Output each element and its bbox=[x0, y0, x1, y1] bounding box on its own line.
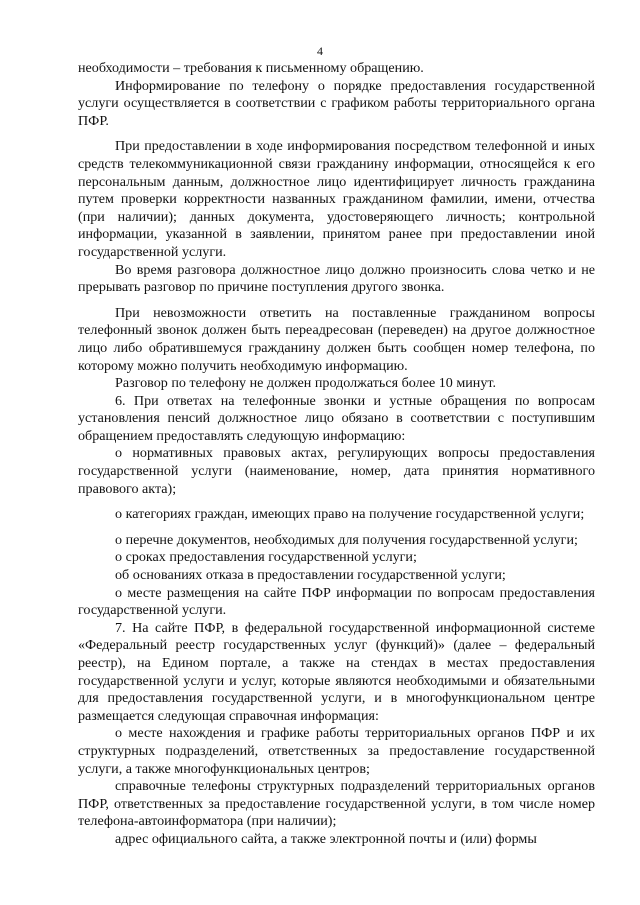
paragraph: справочные телефоны структурных подразделений территориальных органов ПФР, ответственных за предоставление государственной услуги, в том числе номер телефона-автоинформатора (при наличии); bbox=[78, 778, 595, 830]
paragraph: При невозможности ответить на поставленные гражданином вопросы телефонный звонок должен быть переадресован (переведен) на другое должностное лицо либо обратившемуся гражданину должен быть сообщен номер телефона, по которому можно получить необходимую информацию. bbox=[78, 304, 595, 374]
paragraph: об основаниях отказа в предоставлении государственной услуги; bbox=[115, 567, 506, 584]
paragraph: о нормативных правовых актах, регулирующих вопросы предоставления государственной услуги (наименование, номер, дата принятия нормативного правового акта); bbox=[78, 445, 595, 497]
paragraph: о месте размещения на сайте ПФР информации по вопросам предоставления государственной услуги. bbox=[78, 584, 595, 619]
paragraph: Информирование по телефону о порядке предоставления государственной услуги осуществляется в соответствии с графиком работы территориального органа ПФР. bbox=[78, 77, 595, 129]
paragraph: 6. При ответах на телефонные звонки и устные обращения по вопросам установления пенсий должностное лицо обязано в соответствии с поступившим обращением предоставлять следующую информацию: bbox=[78, 392, 595, 444]
paragraph: адрес официального сайта, а также электронной почты и (или) формы bbox=[115, 830, 537, 847]
paragraph: о месте нахождения и графике работы территориальных органов ПФР и их структурных подразделений, ответственных за предоставление государственной услуги, а также многофункциональных центров; bbox=[78, 725, 595, 777]
paragraph: Разговор по телефону не должен продолжаться более 10 минут. bbox=[115, 375, 497, 392]
paragraph: о категориях граждан, имеющих право на получение государственной услуги; bbox=[115, 506, 585, 523]
paragraph: При предоставлении в ходе информирования посредством телефонной и иных средств телекоммуникационной связи гражданину информации, относящейся к его персональным данным, должностное лицо идентифицирует личность гражданина путем проверки корректности названных гражданином фамилии, имени, отчества (при наличии); данных документа, удостоверяющего личность; контрольной информации, указанной в заявлении, принятом ранее при предоставлении иной государственной услуги. bbox=[78, 138, 595, 260]
paragraph: о сроках предоставления государственной услуги; bbox=[115, 549, 417, 566]
document-body bbox=[78, 60, 595, 849]
paragraph: о перечне документов, необходимых для получения государственной услуги; bbox=[115, 531, 578, 548]
page-number: 4 bbox=[317, 44, 323, 58]
paragraph: Во время разговора должностное лицо должно произносить слова четко и не прерывать разговор по причине поступления другого звонка. bbox=[78, 261, 595, 296]
paragraph: необходимости – требования к письменному обращению. bbox=[78, 60, 424, 76]
paragraph: 7. На сайте ПФР, в федеральной государственной информационной системе «Федеральный реестр государственных услуг (функций)» (далее – федеральный реестр), на Едином портале, а также на стендах в местах предоставления государственной услуги и услуг, которые являются необходимыми и обязательными для предоставления государственной услуги, и в многофункциональном центре размещается следующая справочная информация: bbox=[78, 619, 595, 724]
